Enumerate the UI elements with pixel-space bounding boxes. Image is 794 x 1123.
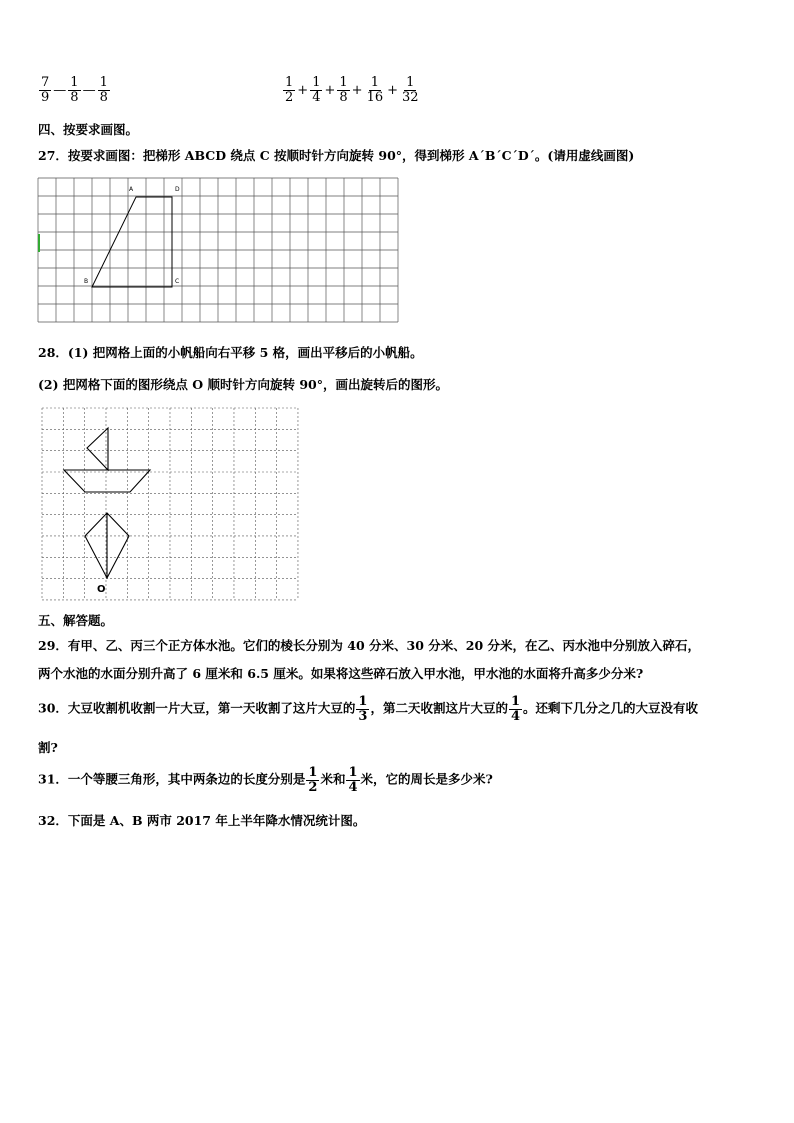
question-27-text: 27．按要求画图：把梯形 ABCD 绕点 C 按顺时针方向旋转 90°，得到梯形 A´B´C´D´。(请用虚线画图) xyxy=(38,148,635,163)
q27-grid-lines xyxy=(38,178,398,322)
q30-frac1-den: 3 xyxy=(358,708,368,724)
q28-grid-figure[interactable] xyxy=(42,408,302,598)
q27-grid-highlight xyxy=(38,234,40,252)
section-5-title: 五、解答题。 xyxy=(38,613,114,628)
numerator: 1 xyxy=(285,75,294,90)
q31-part3: 米，它的周长是多少米? xyxy=(360,771,493,787)
question-32-text: 32．下面是 A、B 两市 2017 年上半年降水情况统计图。 xyxy=(38,813,366,828)
question-28-part2: (2) 把网格下面的图形绕点 O 顺时针方向旋转 90°，画出旋转后的图形。 xyxy=(38,377,448,392)
q30-frac2-den: 4 xyxy=(510,708,521,724)
fraction xyxy=(98,76,110,104)
trapezoid-abcd xyxy=(92,197,172,287)
q28-grid-lines xyxy=(42,408,298,600)
sailboat xyxy=(64,428,150,492)
label-b: B xyxy=(84,278,89,285)
question-31-line xyxy=(38,766,493,794)
numerator: 1 xyxy=(370,75,379,90)
q31-part1: 31．一个等腰三角形，其中两条边的长度分别是 xyxy=(38,771,306,787)
q31-fraction-2 xyxy=(346,766,359,794)
q31-part2: 米和 xyxy=(320,771,346,787)
denominator: 9 xyxy=(41,89,50,105)
q30-part2: ，第二天收割这片大豆的 xyxy=(370,700,508,716)
fraction xyxy=(39,76,51,104)
expression-right xyxy=(282,76,422,104)
label-a: A xyxy=(129,186,134,193)
fraction xyxy=(68,76,80,104)
q31-frac1-den: 2 xyxy=(308,779,318,795)
operator: + xyxy=(387,82,399,98)
section-4-title: 四、按要求画图。 xyxy=(38,122,139,137)
numerator: 7 xyxy=(41,75,50,90)
question-28-part1: 28．(1) 把网格上面的小帆船向右平移 5 格，画出平移后的小帆船。 xyxy=(38,345,423,360)
operator: — xyxy=(53,82,67,98)
sailboat-sail xyxy=(87,428,108,470)
question-30-line1 xyxy=(38,695,698,723)
q31-frac2-den: 4 xyxy=(348,779,358,795)
operator: — xyxy=(82,82,96,98)
q30-frac2-num: 1 xyxy=(510,694,521,709)
denominator: 32 xyxy=(402,89,419,105)
fraction xyxy=(365,76,386,104)
question-30-line2: 割? xyxy=(38,740,58,755)
numerator: 1 xyxy=(406,75,415,90)
denominator: 2 xyxy=(285,89,294,105)
operator: + xyxy=(297,82,309,98)
numerator: 1 xyxy=(312,75,321,90)
sailboat-hull xyxy=(64,470,150,492)
denominator: 4 xyxy=(312,89,321,105)
q30-part1: 30．大豆收割机收割一片大豆，第一天收割了这片大豆的 xyxy=(38,700,356,716)
question-29-line1: 29．有甲、乙、丙三个正方体水池。它们的棱长分别为 40 分米、30 分米、20 分米，在乙、丙水池中分别放入碎石， xyxy=(38,638,700,653)
operator: + xyxy=(351,82,363,98)
q30-part3: 。还剩下几分之几的大豆没有收 xyxy=(523,700,699,716)
q31-frac2-num: 1 xyxy=(348,765,358,780)
kite-shape xyxy=(85,513,129,578)
label-c: C xyxy=(175,278,180,285)
fraction xyxy=(400,76,421,104)
numerator: 1 xyxy=(339,75,348,90)
denominator: 8 xyxy=(99,89,108,105)
denominator: 8 xyxy=(70,89,79,105)
q30-fraction-1 xyxy=(356,695,369,723)
q27-grid-figure[interactable] xyxy=(38,178,400,328)
q31-fraction-1 xyxy=(306,766,319,794)
denominator: 8 xyxy=(339,89,348,105)
q31-frac1-num: 1 xyxy=(308,765,318,780)
q30-fraction-2 xyxy=(509,695,522,723)
numerator: 1 xyxy=(99,75,108,90)
q30-frac1-num: 1 xyxy=(358,694,368,709)
question-29-line2: 两个水池的水面分别升高了 6 厘米和 6.5 厘米。如果将这些碎石放入甲水池，甲水池的水面将升高多少分米? xyxy=(38,666,644,681)
label-d: D xyxy=(175,186,180,193)
fraction xyxy=(283,76,295,104)
operator: + xyxy=(324,82,336,98)
fraction xyxy=(310,76,322,104)
fraction xyxy=(337,76,349,104)
numerator: 1 xyxy=(70,75,79,90)
expression-left xyxy=(38,76,111,104)
point-o-label: O xyxy=(97,584,106,595)
denominator: 16 xyxy=(366,89,384,105)
